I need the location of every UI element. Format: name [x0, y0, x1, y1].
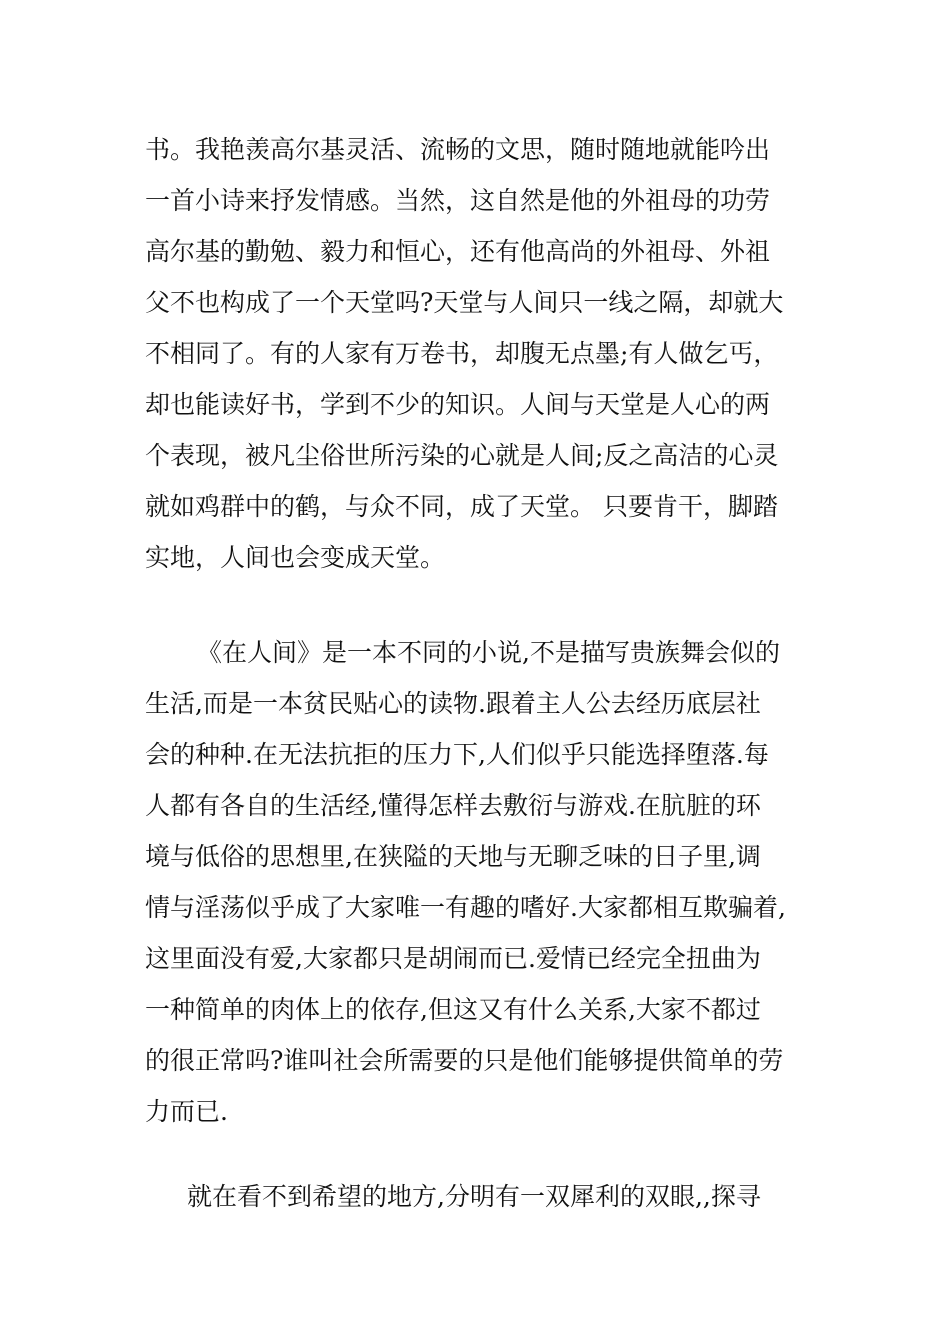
paragraph-1-line-8: 就如鸡群中的鹤，与众不同，成了天堂。 只要肯干，脚踏 [145, 492, 778, 521]
paragraph-1-line-5: 不相同了。有的人家有万卷书，却腹无点墨;有人做乞丐， [145, 339, 779, 368]
paragraph-2-line-5: 境与低俗的思想里,在狭隘的天地与无聊乏味的日子里,调 [145, 842, 761, 871]
paragraph-2-line-7: 这里面没有爱,大家都只是胡闹而已.爱情已经完全扭曲为 [145, 944, 761, 973]
paragraph-1-line-2: 一首小诗来抒发情感。当然，这自然是他的外祖母的功劳 [145, 186, 771, 215]
paragraph-2-line-2: 生活,而是一本贫民贴心的读物.跟着主人公去经历底层社 [145, 689, 761, 718]
paragraph-2-line-9: 的很正常吗?谁叫社会所需要的只是他们能够提供简单的劳 [145, 1046, 784, 1075]
paragraph-2-line-1: 《在人间》是一本不同的小说,不是描写贵族舞会似的 [197, 638, 780, 667]
paragraph-3-line-1: 就在看不到希望的地方,分明有一双犀利的双眼,,探寻 [187, 1182, 761, 1211]
paragraph-1-line-9: 实地，人间也会变成天堂。 [145, 543, 446, 572]
paragraph-1-line-6: 却也能读好书，学到不少的知识。人间与天堂是人心的两 [145, 390, 771, 419]
paragraph-1-line-1: 书。我艳羡高尔基灵活、流畅的文思，随时随地就能吟出 [145, 135, 771, 164]
paragraph-1-line-4: 父不也构成了一个天堂吗?天堂与人间只一线之隔，却就大 [145, 288, 784, 317]
paragraph-1-line-7: 个表现，被凡尘俗世所污染的心就是人间;反之高洁的心灵 [145, 441, 779, 470]
paragraph-2-line-6: 情与淫荡似乎成了大家唯一有趣的嗜好.大家都相互欺骗着, [145, 893, 786, 922]
paragraph-2-line-4: 人都有各自的生活经,懂得怎样去敷衍与游戏.在肮脏的环 [145, 791, 761, 820]
paragraph-2-line-3: 会的种种.在无法抗拒的压力下,人们似乎只能选择堕落.每 [145, 740, 769, 769]
paragraph-2-line-8: 一种简单的肉体上的依存,但这又有什么关系,大家不都过 [145, 995, 761, 1024]
paragraph-2-line-10: 力而已. [145, 1097, 228, 1126]
paragraph-1-line-3: 高尔基的勤勉、毅力和恒心，还有他高尚的外祖母、外祖 [145, 237, 771, 266]
